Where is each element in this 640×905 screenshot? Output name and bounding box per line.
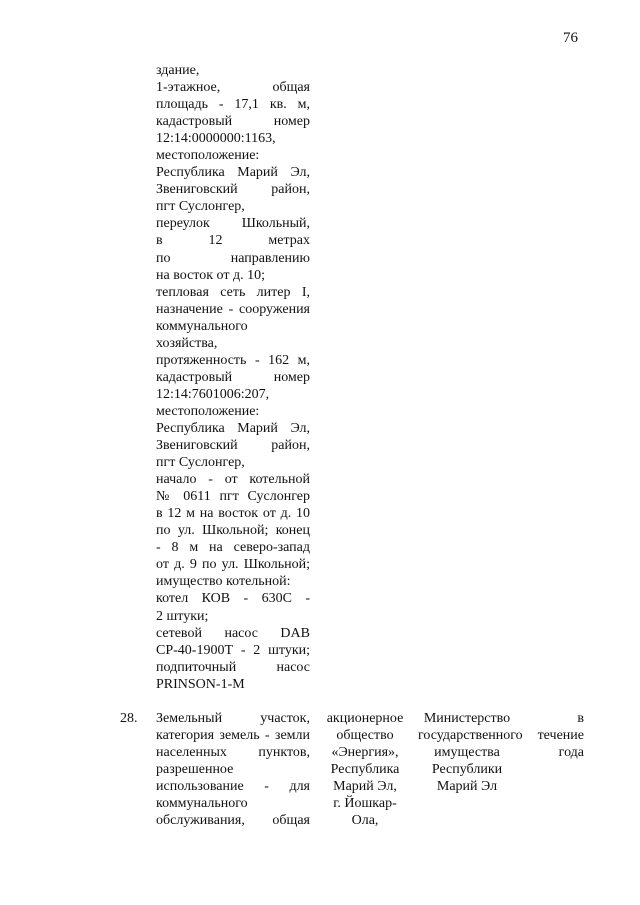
text-line: - 8 м на северо-запад (156, 540, 310, 556)
text-line: площадь - 17,1 кв. м, (156, 97, 310, 113)
text-line: начало - от котельной (156, 472, 310, 488)
text-line: категория земель - земли (156, 728, 310, 744)
text-line: пгт Суслонгер, (156, 199, 245, 215)
text-line: по направлению (156, 250, 310, 266)
continuation-description-cell (156, 62, 310, 693)
owner-line: общество (336, 728, 394, 744)
text-line: на восток от д. 10; (156, 267, 265, 283)
text-line: № 0611 пгт Суслонгер (156, 489, 310, 505)
authority-text: Министерство (423, 711, 511, 726)
owner-line: Республика (330, 762, 400, 778)
text-line: 1-этажное, общая (156, 80, 310, 96)
text-line: PRINSON-1-M (156, 676, 245, 692)
text-line: кадастровый номер (156, 114, 310, 130)
text-line: Республика Марий Эл, (156, 420, 310, 436)
text-line: кадастровый номер (156, 369, 310, 385)
term-text: года (558, 745, 584, 761)
row-28-description-cell (156, 710, 310, 829)
text-line: хозяйства, (156, 335, 218, 351)
text-line: населенных пунктов, (156, 745, 310, 761)
text-line: подпиточный насос (156, 659, 310, 675)
owner-line: «Энергия», (331, 745, 399, 761)
text-line: 2 штуки; (156, 608, 209, 624)
term-text: в (577, 711, 584, 726)
text-line: имущество котельной: (156, 574, 291, 590)
text-line: тепловая сеть литер I, (156, 284, 310, 300)
row-28-authority-cell (418, 710, 584, 795)
text-line: пгт Суслонгер, (156, 455, 245, 471)
text-line: использование - для (156, 779, 310, 795)
text-line: Республика Марий Эл, (156, 165, 310, 181)
text-line: 12:14:7601006:207, (156, 386, 270, 402)
authority-text: Марий Эл (436, 779, 498, 795)
text-line: местоположение: (156, 403, 260, 419)
text-line: 12:14:0000000:1163, (156, 131, 276, 147)
owner-line: Марий Эл, (333, 779, 397, 795)
page-number: 76 (563, 30, 578, 46)
text-line: назначение - сооружения (156, 301, 310, 317)
text-line: в 12 м на восток от д. 10 (156, 506, 310, 522)
owner-line: Ола, (351, 813, 379, 829)
authority-line (418, 761, 584, 778)
authority-line (418, 727, 584, 744)
text-line: местоположение: (156, 148, 260, 164)
text-line: разрешенное (156, 762, 234, 778)
text-line: Звениговский район, (156, 182, 310, 198)
term-text: течение (537, 728, 584, 744)
authority-line (418, 710, 584, 727)
text-line: СР-40-1900Т - 2 штуки; (156, 642, 310, 658)
text-line: от д. 9 по ул. Школьной; (156, 557, 310, 573)
text-line: котел КОВ - 630С - (156, 591, 310, 607)
text-line: по ул. Школьной; конец (156, 523, 310, 539)
text-line: коммунального (156, 796, 248, 812)
text-line: в 12 метрах (156, 233, 310, 249)
owner-line: акционерное (326, 711, 404, 726)
authority-text: имущества (434, 745, 500, 761)
text-line: обслуживания, общая (156, 813, 310, 829)
row-28-owner-cell (324, 710, 406, 829)
authority-line (418, 744, 584, 761)
row-number: 28. (120, 711, 138, 726)
text-line: Звениговский район, (156, 438, 310, 454)
text-line: сетевой насос DAB (156, 625, 310, 641)
authority-text: государственного (418, 728, 523, 744)
text-line: протяженность - 162 м, (156, 352, 310, 368)
authority-text: Республики (431, 762, 503, 778)
text-line: Земельный участок, (156, 711, 310, 726)
text-line: коммунального (156, 318, 248, 334)
text-line: здание, (156, 63, 200, 78)
authority-line (418, 778, 584, 795)
text-line: переулок Школьный, (156, 216, 310, 232)
owner-line: г. Йошкар- (333, 796, 397, 812)
